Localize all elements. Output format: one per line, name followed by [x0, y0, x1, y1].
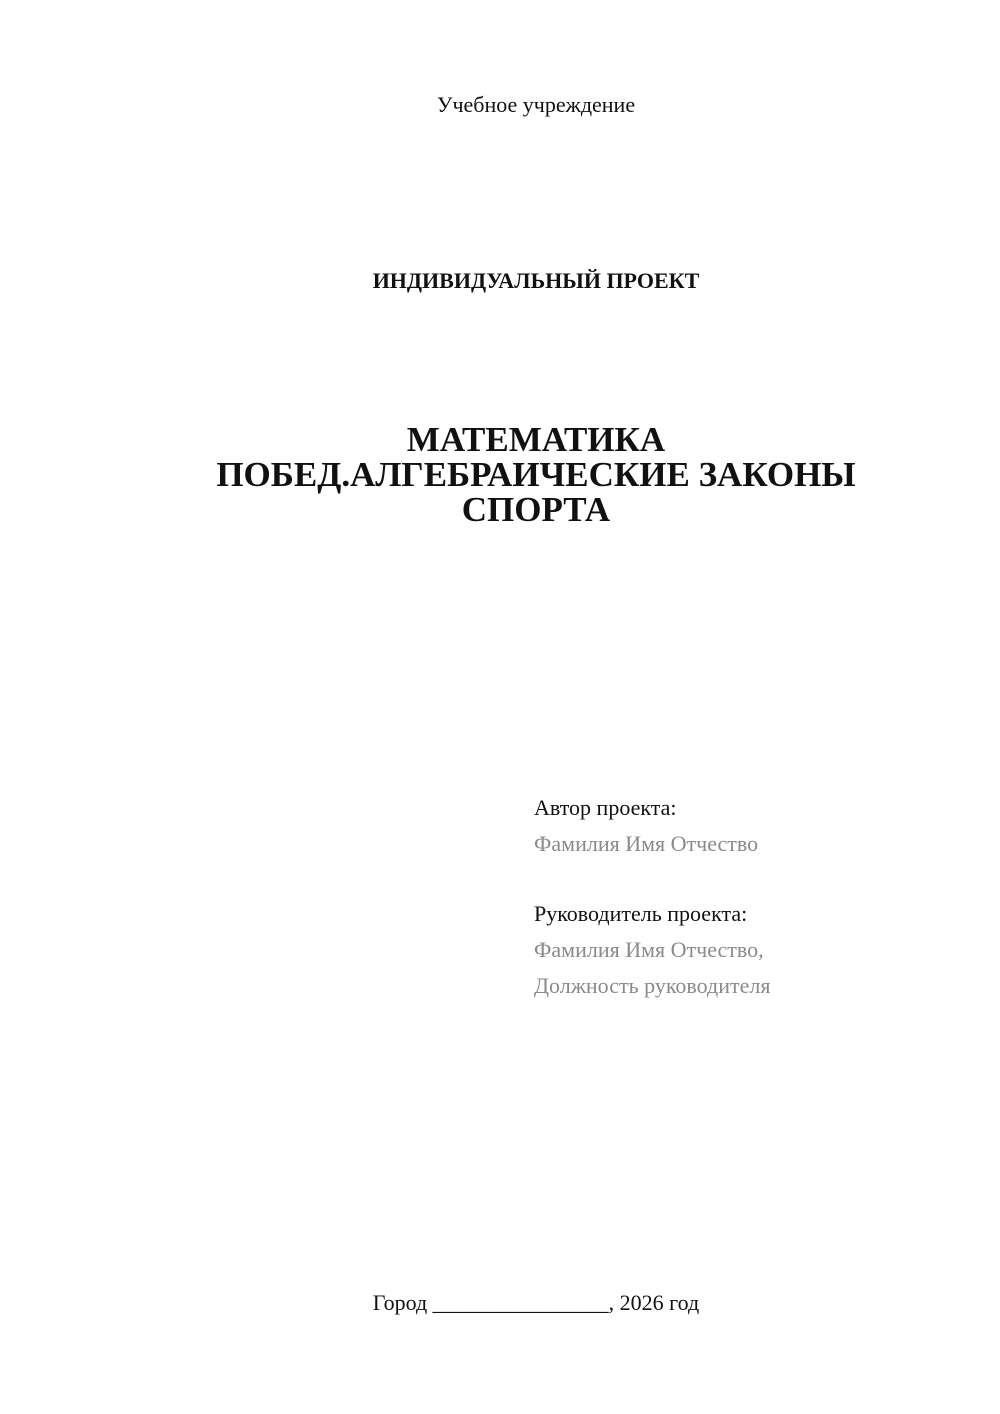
supervisor-name: Фамилия Имя Отчество, [534, 937, 764, 962]
project-title-line: МАТЕМАТИКА [406, 420, 666, 459]
credits-block [534, 790, 974, 1004]
credits-spacer [534, 862, 974, 896]
project-title-line: СПОРТА [461, 490, 611, 529]
project-title [0, 422, 1000, 527]
supervisor-label: Руководитель проекта: [534, 901, 748, 926]
author-name: Фамилия Имя Отчество [534, 831, 759, 856]
supervisor-position: Должность руководителя [534, 973, 771, 998]
document-type: ИНДИВИДУАЛЬНЫЙ ПРОЕКТ [372, 268, 700, 293]
city-year-line: Город ________________, 2026 год [372, 1290, 700, 1315]
project-title-line: ПОБЕД.АЛГЕБРАИЧЕСКИЕ ЗАКОНЫ [216, 455, 856, 494]
institution-name: Учебное учреждение [436, 92, 636, 117]
author-label: Автор проекта: [534, 795, 677, 820]
